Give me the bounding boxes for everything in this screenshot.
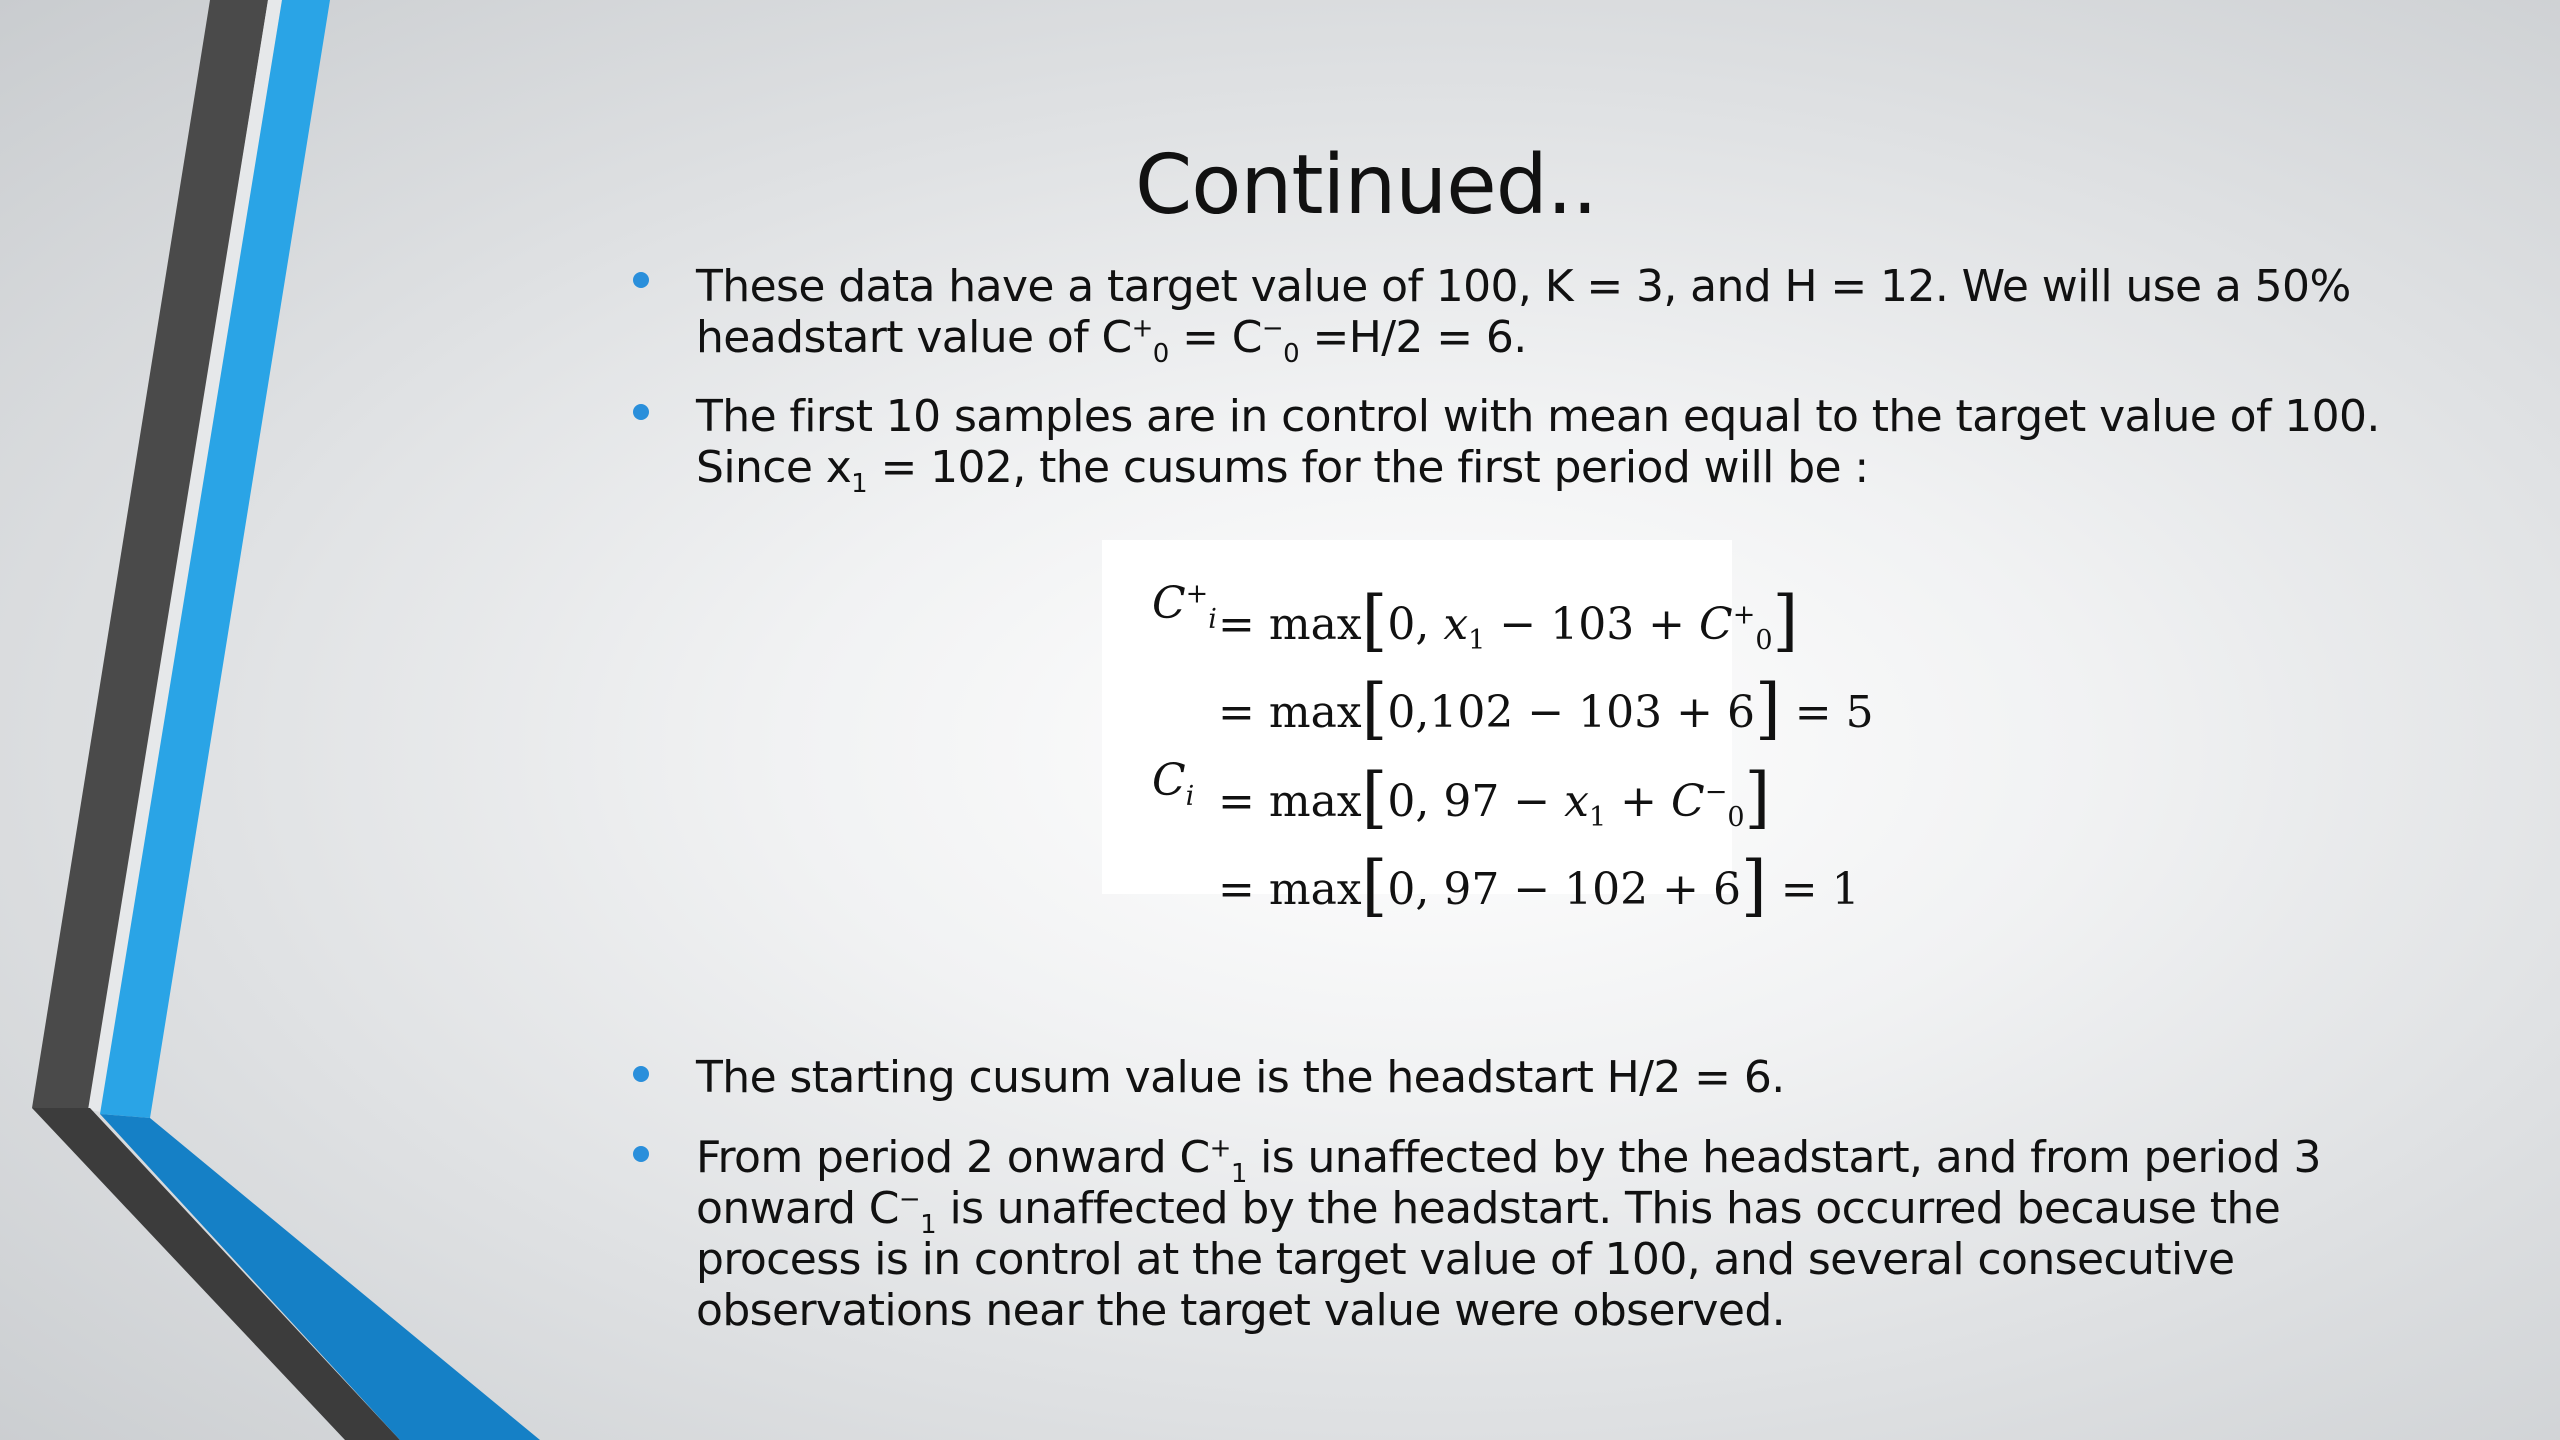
decor-gray-foot (32, 1108, 400, 1440)
bullet-line: Since $x_1 = 102$, the cusums for the first period will be : (696, 442, 1869, 499)
equation-rhs: = max[0, $x_1 - 103 + C^+_0$] (1218, 582, 1799, 659)
bullet-dot-icon (633, 1146, 649, 1162)
bullet-line: onward $C^-_1$ is unaffected by the headstart. This has occurred because the (696, 1183, 2281, 1240)
equation-rhs: = max[0, $97 - x_1 + C^-_0$] (1218, 759, 1771, 836)
equation-lhs: $C_i$ (1152, 755, 1195, 812)
bullet-line: From period 2 onward $C^+_1$ is unaffected by the headstart, and from period 3 (696, 1132, 2321, 1189)
bullet-line: headstart value of $C^+_0 = C^-_0 =H/2 = 6$. (696, 312, 1527, 369)
equation-box (1102, 540, 1874, 924)
bullet-dot-icon (633, 404, 649, 420)
bullet-dot-icon (633, 1066, 649, 1082)
bullet-line: These data have a target value of 100, K = 3, and H = 12. We will use a 50% (696, 261, 2351, 312)
equation-rhs: = max[0, 97 − 102 + 6] = 1 (1218, 847, 1860, 924)
bullet-line: The starting cusum value is the headstart H/2 = 6. (696, 1052, 1785, 1103)
bullet-line: observations near the target value were observed. (696, 1285, 1786, 1336)
bullet-line: The first 10 samples are in control with mean equal to the target value of 100. (696, 391, 2380, 442)
equation-lhs: $C^+_i$ (1152, 578, 1217, 635)
bullet-dot-icon (633, 272, 649, 288)
equation-rhs: = max[0,102 − 103 + 6] = 5 (1218, 670, 1874, 747)
slide-title: Continued.. (1135, 138, 1597, 233)
bullet-line: process is in control at the target value of 100, and several consecutive (696, 1234, 2235, 1285)
